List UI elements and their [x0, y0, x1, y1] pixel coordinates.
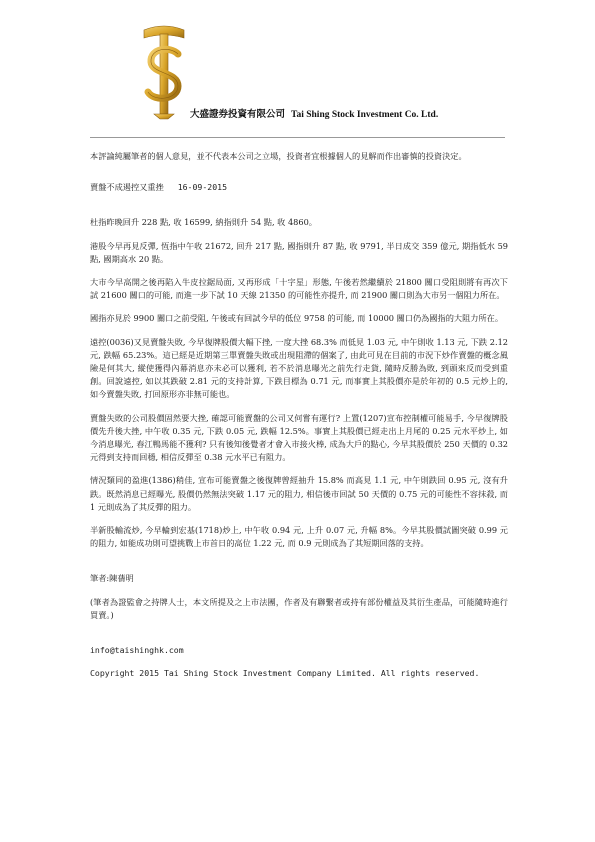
copyright: Copyright 2015 Tai Shing Stock Investment Company Limited. All rights reserved. — [90, 668, 480, 679]
paragraph: 杜指昨晚回升 228 點, 收 16599, 納指則升 54 點, 收 4860。 — [90, 217, 317, 228]
author: 筆者:陳蒨明 — [90, 573, 134, 584]
company-logo — [142, 20, 186, 120]
header-divider — [90, 137, 505, 138]
paragraph: 國指亦見於 9900 關口之前受阻, 午後或有回試今早的低位 9758 的可能, 而 10000 關口仍為國指的大阻力所在。 — [90, 313, 504, 324]
company-name-zh: 大盛證券投資有限公司 — [190, 110, 286, 120]
author-note: (筆者為證監會之持牌人士，本文所提及之上市法團，作者及有聯繫者或持有部份權益及其衍生產品，可能隨時進行買賣。) — [90, 596, 508, 620]
paragraph: 賣盤失敗的公司股價固然要大挫, 確認可能賣盤的公司又何嘗有運行? 上置(1207)宣布控制權可能易手, 今早復牌股價先升後大挫, 中午收 0.35 元, 下跌 0.05 元, 跌幅 12.5%。事實上其股價已經走出上月尾的 0.25 元水平炒上, 如今消息曝光, 春江鴨馬能不獲利? 只有後知後覺者才會入市接火棒, 成為大戶的點心, 今早其股價於 250 天價的 0.32 元得到支持而回穩, 相信反彈至 0.38 元水平已有阻力。 — [90, 412, 508, 463]
company-name-en: Tai Shing Stock Investment Co. Ltd. — [291, 110, 439, 120]
paragraph: 情況類同的盈進(1386)稍佳, 宣布可能賣盤之後復牌曾經抽升 15.8% 而高見 1.1 元, 中午則跌回 0.95 元, 沒有升跌。既然消息已經曝光, 股價仍然無法突破 1.17 元的阻力, 相信後市回試 50 天價的 0.75 元的可能性不容抹殺, 而 1 元則成為了其反彈的阻力。 — [90, 475, 508, 512]
contact-email[interactable]: info@taishinghk.com — [90, 645, 184, 656]
article-body — [90, 150, 508, 690]
company-name — [190, 106, 438, 120]
paragraph: 港股今早再見反彈, 恆指中午收 21672, 回升 217 點, 國指則升 87 點, 收 9791, 半日成交 359 億元, 期指低水 59 點, 國期高水 20 點。 — [90, 240, 508, 264]
article-date: 16-09-2015 — [177, 182, 227, 193]
article-headline — [90, 181, 508, 194]
paragraph: 半新股輸流炒, 今早輪到宏基(1718)炒上, 中午收 0.94 元, 上升 0.07 元, 升幅 8%。今早其股價試圖突破 0.99 元的阻力, 如能成功則可望挑戰上市首日的高位 1.22 元, 而 0.9 元則成為了其短期回落的支持。 — [90, 525, 508, 549]
article-title: 賣盤不成遏控又重挫 — [90, 182, 164, 193]
disclaimer-top: 本評論純屬筆者的個人意見，並不代表本公司之立場，投資者宜根據個人的見解而作出審慎的投資決定。 — [90, 151, 467, 161]
paragraph: 遠控(0036)又見賣盤失敗, 今早復牌股價大幅下挫, 一度大挫 68.3% 而低見 1.03 元, 中午則收 1.13 元, 下跌 2.12 元, 跌幅 65.23%。這已經是近期第三單賣盤失敗或出現阻滯的個案了, 由此可見在目前的市況下炒作賣盤的概念風險是何其大, 縱使獲得內幕消息亦未必可以獲利, 若不於消息曝光之前先行走貨, 隨時反勝為敗, 到頭來反而受到重創。回說遠控, 如以其跌破 2.81 元的支持計算, 下跌目標為 0.71 元, 而事實上其股價亦是於年初的 0.5 元炒上的, 如今賣盤失敗, 打回原形亦非無可能也。 — [90, 336, 508, 400]
paragraph: 大市今早高開之後再陷入牛皮拉鋸局面, 又再形成「十字星」形態, 午後若然繼續於 21800 關口受阻則將有再次下試 21600 關口的可能, 而進一步下試 10 天線 21350 的可能性亦提升, 而 21900 關口則為大市另一個阻力所在。 — [90, 277, 508, 301]
